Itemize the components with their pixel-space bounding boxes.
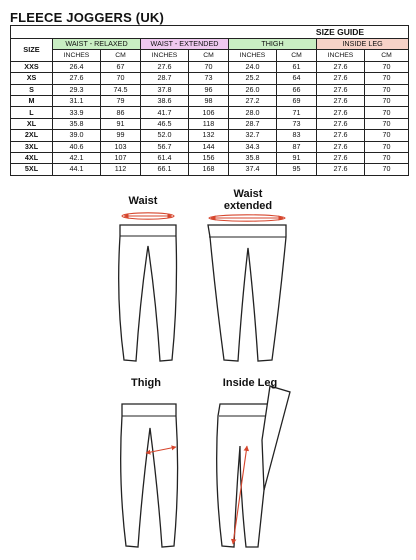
measurement-cell: 96 bbox=[189, 84, 229, 95]
measurement-cell: 67 bbox=[101, 61, 141, 72]
measurement-cell: 83 bbox=[277, 130, 317, 141]
measurement-cell: 35.8 bbox=[229, 152, 277, 163]
measurement-cell: 91 bbox=[277, 152, 317, 163]
measurement-cell: 29.3 bbox=[53, 84, 101, 95]
measurement-cell: 66 bbox=[277, 84, 317, 95]
measurement-cell: 73 bbox=[277, 118, 317, 129]
size-label-cell: 4XL bbox=[11, 152, 53, 163]
group-header-waist-extended: WAIST - EXTENDED bbox=[141, 39, 229, 50]
measurement-cell: 61 bbox=[277, 61, 317, 72]
measurement-cell: 156 bbox=[189, 152, 229, 163]
measurement-cell: 31.1 bbox=[53, 95, 101, 106]
measurement-cell: 27.6 bbox=[317, 61, 365, 72]
measurement-cell: 70 bbox=[101, 73, 141, 84]
measurement-cell: 26.4 bbox=[53, 61, 101, 72]
measurement-cell: 32.7 bbox=[229, 130, 277, 141]
measurement-cell: 27.6 bbox=[317, 107, 365, 118]
measurement-cell: 27.6 bbox=[317, 130, 365, 141]
size-label-cell: XS bbox=[11, 73, 53, 84]
unit-header: CM bbox=[365, 50, 409, 61]
measurement-cell: 27.6 bbox=[317, 152, 365, 163]
measurement-cell: 70 bbox=[365, 61, 409, 72]
measurement-cell: 42.1 bbox=[53, 152, 101, 163]
measurement-cell: 27.6 bbox=[317, 118, 365, 129]
measurement-cell: 91 bbox=[101, 118, 141, 129]
measurement-cell: 28.7 bbox=[229, 118, 277, 129]
unit-header: INCHES bbox=[229, 50, 277, 61]
measurement-cell: 37.8 bbox=[141, 84, 189, 95]
measurement-cell: 35.8 bbox=[53, 118, 101, 129]
measurement-cell: 74.5 bbox=[101, 84, 141, 95]
measurement-cell: 70 bbox=[365, 118, 409, 129]
waist-extended-label-line-1: Waist bbox=[233, 188, 263, 200]
measurement-cell: 168 bbox=[189, 164, 229, 175]
unit-header: CM bbox=[277, 50, 317, 61]
waist-label: Waist bbox=[128, 195, 158, 207]
measurement-cell: 33.9 bbox=[53, 107, 101, 118]
measurement-cell: 106 bbox=[189, 107, 229, 118]
jogger-extended-waist-icon bbox=[208, 215, 286, 361]
size-label-cell: L bbox=[11, 107, 53, 118]
measurement-cell: 70 bbox=[365, 141, 409, 152]
measurement-cell: 87 bbox=[277, 141, 317, 152]
size-label-cell: M bbox=[11, 95, 53, 106]
measurement-cell: 44.1 bbox=[53, 164, 101, 175]
measurement-cell: 34.3 bbox=[229, 141, 277, 152]
measurement-cell: 98 bbox=[189, 95, 229, 106]
measurement-cell: 46.5 bbox=[141, 118, 189, 129]
measurement-cell: 56.7 bbox=[141, 141, 189, 152]
measurement-cell: 86 bbox=[101, 107, 141, 118]
waist-extended-label-line-2: extended bbox=[223, 200, 273, 212]
measurement-cell: 64 bbox=[277, 73, 317, 84]
measurement-cell: 27.2 bbox=[229, 95, 277, 106]
measurement-cell: 70 bbox=[189, 61, 229, 72]
size-label-cell: S bbox=[11, 84, 53, 95]
measurement-cell: 66.1 bbox=[141, 164, 189, 175]
measurement-cell: 99 bbox=[101, 130, 141, 141]
measurement-cell: 27.6 bbox=[141, 61, 189, 72]
unit-header: INCHES bbox=[141, 50, 189, 61]
group-header-thigh: THIGH bbox=[229, 39, 317, 50]
measurement-cell: 70 bbox=[365, 164, 409, 175]
measurement-cell: 70 bbox=[365, 107, 409, 118]
size-label-cell: 2XL bbox=[11, 130, 53, 141]
measurement-cell: 70 bbox=[365, 84, 409, 95]
measurement-cell: 144 bbox=[189, 141, 229, 152]
measurement-cell: 118 bbox=[189, 118, 229, 129]
size-label-cell: XXS bbox=[11, 61, 53, 72]
jogger-relaxed-waist-icon bbox=[119, 213, 177, 361]
jogger-inside-leg-icon bbox=[217, 386, 290, 547]
group-header-waist-relaxed: WAIST - RELAXED bbox=[53, 39, 141, 50]
measurement-cell: 27.6 bbox=[53, 73, 101, 84]
measurement-cell: 41.7 bbox=[141, 107, 189, 118]
thigh-label: Thigh bbox=[131, 377, 161, 389]
measurement-cell: 61.4 bbox=[141, 152, 189, 163]
size-guide-heading: SIZE GUIDE bbox=[11, 26, 409, 39]
measurement-cell: 112 bbox=[101, 164, 141, 175]
measurement-cell: 27.6 bbox=[317, 84, 365, 95]
measurement-cell: 69 bbox=[277, 95, 317, 106]
measurement-cell: 95 bbox=[277, 164, 317, 175]
measurement-cell: 107 bbox=[101, 152, 141, 163]
measurement-cell: 70 bbox=[365, 152, 409, 163]
measurement-cell: 79 bbox=[101, 95, 141, 106]
unit-header: INCHES bbox=[317, 50, 365, 61]
jogger-thigh-icon bbox=[121, 404, 178, 547]
size-label-cell: 5XL bbox=[11, 164, 53, 175]
measurement-cell: 71 bbox=[277, 107, 317, 118]
measurement-cell: 27.6 bbox=[317, 73, 365, 84]
measurement-cell: 73 bbox=[189, 73, 229, 84]
inside-leg-label: Inside Leg bbox=[222, 377, 278, 389]
measurement-cell: 28.0 bbox=[229, 107, 277, 118]
measurement-cell: 70 bbox=[365, 130, 409, 141]
measurement-cell: 70 bbox=[365, 73, 409, 84]
unit-header: CM bbox=[101, 50, 141, 61]
unit-header: CM bbox=[189, 50, 229, 61]
unit-header: INCHES bbox=[53, 50, 101, 61]
measurement-cell: 40.6 bbox=[53, 141, 101, 152]
measurement-cell: 27.6 bbox=[317, 164, 365, 175]
size-label-cell: XL bbox=[11, 118, 53, 129]
measurement-cell: 70 bbox=[365, 95, 409, 106]
measurement-cell: 26.0 bbox=[229, 84, 277, 95]
measurement-cell: 37.4 bbox=[229, 164, 277, 175]
page-title: FLEECE JOGGERS (UK) bbox=[10, 10, 165, 25]
measurement-cell: 39.0 bbox=[53, 130, 101, 141]
measurement-cell: 52.0 bbox=[141, 130, 189, 141]
measurement-cell: 28.7 bbox=[141, 73, 189, 84]
measurement-cell: 24.0 bbox=[229, 61, 277, 72]
measurement-cell: 27.6 bbox=[317, 141, 365, 152]
size-label-cell: 3XL bbox=[11, 141, 53, 152]
measurement-cell: 103 bbox=[101, 141, 141, 152]
measurement-cell: 27.6 bbox=[317, 95, 365, 106]
size-column-header: SIZE bbox=[11, 39, 53, 62]
measurement-cell: 25.2 bbox=[229, 73, 277, 84]
measurement-cell: 38.6 bbox=[141, 95, 189, 106]
measurement-cell: 132 bbox=[189, 130, 229, 141]
group-header-inside-leg: INSIDE LEG bbox=[317, 39, 409, 50]
